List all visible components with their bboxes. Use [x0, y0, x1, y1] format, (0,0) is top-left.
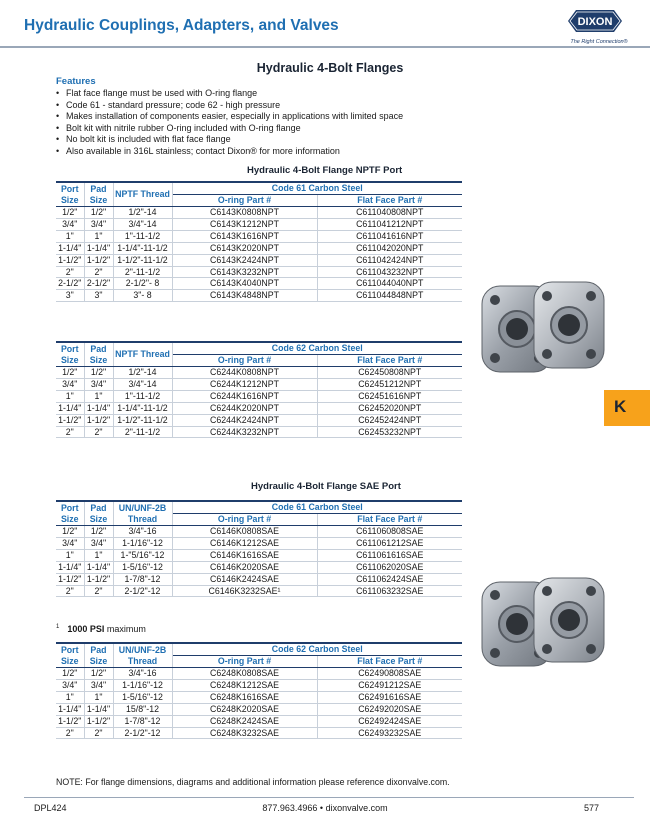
- table-cell: C6248K1616SAE: [172, 691, 317, 703]
- table-cell: C6143K4040NPT: [172, 278, 317, 290]
- table-cell: 1": [84, 390, 113, 402]
- table-cell: C62452424NPT: [317, 414, 462, 426]
- table-row: [56, 230, 462, 242]
- table-cell: C611040808NPT: [317, 207, 462, 219]
- table-row: [56, 278, 462, 290]
- table-cell: 1": [56, 691, 84, 703]
- table-row: [56, 378, 462, 390]
- column-header: NPTF Thread: [113, 182, 172, 207]
- table-cell: 3/4": [84, 218, 113, 230]
- table-cell: 1/2": [84, 526, 113, 538]
- footer-doc-code: DPL424: [34, 803, 67, 813]
- section-title-npt: Hydraulic 4-Bolt Flange NPTF Port: [247, 165, 403, 176]
- table-cell: 2-1/2": [84, 278, 113, 290]
- flange-photo-npt: [468, 278, 618, 378]
- feature-item: • Bolt kit with nitrile rubber O-ring included with O-ring flange: [56, 123, 456, 135]
- table-cell: C6143K2424NPT: [172, 254, 317, 266]
- table-cell: C62493232SAE: [317, 727, 462, 739]
- table-cell: 3/4": [84, 378, 113, 390]
- column-header: O-ring Part #: [172, 514, 317, 526]
- table-row: [56, 526, 462, 538]
- page-header: [0, 0, 650, 48]
- table-cell: 3": [84, 290, 113, 302]
- table-row: [56, 549, 462, 561]
- column-header: Pad Size: [84, 182, 113, 207]
- table-cell: C611044848NPT: [317, 290, 462, 302]
- table-cell: 1/2": [56, 526, 84, 538]
- column-header: Pad Size: [84, 643, 113, 668]
- table-cell: 1-1/2"-11-1/2: [113, 414, 172, 426]
- table-cell: 1/2": [84, 207, 113, 219]
- table-cell: 2": [84, 727, 113, 739]
- table-cell: C6146K1616SAE: [172, 549, 317, 561]
- table-cell: C62491616SAE: [317, 691, 462, 703]
- table-cell: C6244K1212NPT: [172, 378, 317, 390]
- code62-npt-table: [56, 341, 462, 438]
- table-cell: 3/4"-14: [113, 378, 172, 390]
- header-title: Hydraulic Couplings, Adapters, and Valves: [24, 17, 339, 34]
- table-cell: C611062424SAE: [317, 573, 462, 585]
- table-cell: C6146K2424SAE: [172, 573, 317, 585]
- table-cell: C62452020NPT: [317, 402, 462, 414]
- table-row: [56, 266, 462, 278]
- table-cell: 1-1/4": [56, 703, 84, 715]
- header-rule: [0, 46, 650, 48]
- table-cell: C6244K2020NPT: [172, 402, 317, 414]
- table-row: [56, 727, 462, 739]
- table-cell: C6146K3232SAE¹: [172, 585, 317, 597]
- table-cell: 1"-11-1/2: [113, 390, 172, 402]
- table-cell: C6143K2020NPT: [172, 242, 317, 254]
- table-cell: 3/4": [56, 218, 84, 230]
- table-cell: C62453232NPT: [317, 426, 462, 438]
- feature-item: • Also available in 316L stainless; contact Dixon® for more information: [56, 146, 456, 158]
- group-header: Code 62 Carbon Steel: [172, 643, 462, 656]
- table-cell: 1-1/2": [84, 254, 113, 266]
- table-cell: C6143K4848NPT: [172, 290, 317, 302]
- table-cell: 1/2": [56, 207, 84, 219]
- table-cell: 1-7/8"-12: [113, 573, 172, 585]
- table-cell: 3/4": [84, 679, 113, 691]
- table-cell: 1-1/4"-11-1/2: [113, 402, 172, 414]
- table-cell: 2"-11-1/2: [113, 426, 172, 438]
- feature-item: • No bolt kit is included with flat face flange: [56, 134, 456, 146]
- table-cell: 2": [84, 266, 113, 278]
- table-cell: 3/4"-16: [113, 526, 172, 538]
- column-header: NPTF Thread: [113, 342, 172, 367]
- group-header: Code 61 Carbon Steel: [172, 501, 462, 514]
- column-header: UN/UNF-2B Thread: [113, 501, 172, 526]
- table-row: [56, 691, 462, 703]
- table-row: [56, 585, 462, 597]
- feature-item: • Makes installation of components easier, especially in applications with limited space: [56, 111, 456, 123]
- footnote-text: maximum: [106, 624, 146, 634]
- table-cell: C6244K3232NPT: [172, 426, 317, 438]
- column-header: Pad Size: [84, 501, 113, 526]
- table-row: [56, 390, 462, 402]
- table-cell: C62451616NPT: [317, 390, 462, 402]
- table-cell: C611041616NPT: [317, 230, 462, 242]
- table-cell: C6143K3232NPT: [172, 266, 317, 278]
- column-header: Flat Face Part #: [317, 514, 462, 526]
- table-cell: 2-1/2": [56, 278, 84, 290]
- table-row: [56, 561, 462, 573]
- table-row: [56, 573, 462, 585]
- column-header: Port Size: [56, 501, 84, 526]
- feature-item: • Flat face flange must be used with O-ring flange: [56, 88, 456, 100]
- table-cell: C62490808SAE: [317, 668, 462, 680]
- group-header: Code 62 Carbon Steel: [172, 342, 462, 355]
- table-cell: 2-1/2"-12: [113, 585, 172, 597]
- table-cell: 1-1/4"-11-1/2: [113, 242, 172, 254]
- table-cell: 2-1/2"-12: [113, 727, 172, 739]
- code61-sae-table: [56, 500, 462, 597]
- table-row: [56, 290, 462, 302]
- table-cell: 1/2"-14: [113, 367, 172, 379]
- table-cell: C611041212NPT: [317, 218, 462, 230]
- table-cell: C62492020SAE: [317, 703, 462, 715]
- logo-tagline: The Right Connection®: [570, 39, 628, 45]
- table-cell: 2-1/2"- 8: [113, 278, 172, 290]
- column-header: Port Size: [56, 342, 84, 367]
- table-cell: 1-"5/16"-12: [113, 549, 172, 561]
- table-row: [56, 218, 462, 230]
- table-cell: C6244K2424NPT: [172, 414, 317, 426]
- table-cell: 1-1/4": [84, 561, 113, 573]
- table-row: [56, 414, 462, 426]
- table-cell: 2": [56, 426, 84, 438]
- features-heading: Features: [56, 76, 96, 87]
- table-row: [56, 242, 462, 254]
- table-cell: C611062020SAE: [317, 561, 462, 573]
- table-cell: 1-1/4": [84, 242, 113, 254]
- table-cell: C6248K2020SAE: [172, 703, 317, 715]
- table-cell: C6146K2020SAE: [172, 561, 317, 573]
- table-cell: 1/2": [56, 668, 84, 680]
- table-cell: C611042020NPT: [317, 242, 462, 254]
- table-cell: 1-1/2": [84, 715, 113, 727]
- section-tab: [604, 390, 650, 426]
- table-row: [56, 537, 462, 549]
- footer-page-number: 577: [584, 803, 600, 813]
- table-row: [56, 402, 462, 414]
- header-row: [56, 342, 462, 355]
- table-cell: 3"- 8: [113, 290, 172, 302]
- table-cell: 2"-11-1/2: [113, 266, 172, 278]
- group-header: Code 61 Carbon Steel: [172, 182, 462, 195]
- table-cell: C6143K1212NPT: [172, 218, 317, 230]
- footer-rule: [24, 797, 634, 798]
- header-row: [56, 643, 462, 656]
- table-cell: C611061616SAE: [317, 549, 462, 561]
- table-cell: C62451212NPT: [317, 378, 462, 390]
- table-cell: C6146K1212SAE: [172, 537, 317, 549]
- table-cell: 1-5/16"-12: [113, 561, 172, 573]
- table-row: [56, 703, 462, 715]
- table-cell: C611061212SAE: [317, 537, 462, 549]
- footer-contact: 877.963.4966 • dixonvalve.com: [262, 803, 388, 813]
- table-cell: C6248K2424SAE: [172, 715, 317, 727]
- table-cell: 3/4"-14: [113, 218, 172, 230]
- table-cell: C6143K0808NPT: [172, 207, 317, 219]
- table-cell: C611043232NPT: [317, 266, 462, 278]
- table-cell: C6248K0808SAE: [172, 668, 317, 680]
- code61-npt-table: [56, 181, 462, 302]
- table-cell: 1-1/2": [56, 715, 84, 727]
- table-cell: 2": [84, 426, 113, 438]
- section-tab-letter: K: [614, 397, 627, 416]
- table-cell: 3/4": [84, 537, 113, 549]
- table-cell: 1-5/16"-12: [113, 691, 172, 703]
- header-row: [56, 182, 462, 195]
- table-cell: 15/8"-12: [113, 703, 172, 715]
- table-cell: 1-1/16"-12: [113, 537, 172, 549]
- table-cell: 3/4": [56, 537, 84, 549]
- table-cell: 1"-11-1/2: [113, 230, 172, 242]
- column-header: UN/UNF-2B Thread: [113, 643, 172, 668]
- code62-sae-table: [56, 642, 462, 739]
- table-cell: 1-1/2": [56, 414, 84, 426]
- table-cell: 1-1/4": [56, 561, 84, 573]
- footnote-mark: 1: [56, 624, 60, 630]
- page-title: Hydraulic 4-Bolt Flanges: [256, 61, 404, 75]
- logo-text: DIXON: [577, 16, 613, 28]
- table-cell: 1": [84, 230, 113, 242]
- table-cell: 1-1/4": [56, 402, 84, 414]
- header-row: [56, 501, 462, 514]
- column-header: Port Size: [56, 182, 84, 207]
- column-header: Flat Face Part #: [317, 195, 462, 207]
- table-cell: C6248K3232SAE: [172, 727, 317, 739]
- table-cell: 2": [84, 585, 113, 597]
- table-cell: 1": [84, 691, 113, 703]
- table-cell: C611042424NPT: [317, 254, 462, 266]
- table-cell: 1-7/8"-12: [113, 715, 172, 727]
- table-cell: 3/4"-16: [113, 668, 172, 680]
- table-row: [56, 207, 462, 219]
- footnote: [56, 624, 146, 634]
- table-cell: 1-1/16"-12: [113, 679, 172, 691]
- table-cell: 2": [56, 585, 84, 597]
- table-cell: C611044040NPT: [317, 278, 462, 290]
- column-header: O-ring Part #: [172, 195, 317, 207]
- table-cell: 1-1/2": [56, 254, 84, 266]
- table-cell: 2": [56, 266, 84, 278]
- column-header: Pad Size: [84, 342, 113, 367]
- table-cell: 3/4": [56, 378, 84, 390]
- table-cell: C6244K0808NPT: [172, 367, 317, 379]
- table-cell: 1/2": [84, 367, 113, 379]
- table-cell: 1/2"-14: [113, 207, 172, 219]
- table-cell: C611063232SAE: [317, 585, 462, 597]
- column-header: Port Size: [56, 643, 84, 668]
- table-cell: 1": [56, 549, 84, 561]
- table-row: [56, 668, 462, 680]
- table-cell: C6143K1616NPT: [172, 230, 317, 242]
- table-row: [56, 367, 462, 379]
- footnote-bold: 1000 PSI: [67, 624, 105, 634]
- table-cell: C62491212SAE: [317, 679, 462, 691]
- section-title-sae: Hydraulic 4-Bolt Flange SAE Port: [251, 481, 401, 492]
- flange-photo-sae: [470, 574, 620, 670]
- table-cell: 1/2": [84, 668, 113, 680]
- table-cell: 1/2": [56, 367, 84, 379]
- column-header: Flat Face Part #: [317, 656, 462, 668]
- feature-item: • Code 61 - standard pressure; code 62 - high pressure: [56, 100, 456, 112]
- column-header: Flat Face Part #: [317, 355, 462, 367]
- table-cell: 1-1/4": [84, 402, 113, 414]
- table-cell: C62450808NPT: [317, 367, 462, 379]
- feature-list: [56, 88, 456, 158]
- column-header: O-ring Part #: [172, 355, 317, 367]
- table-cell: 1": [56, 230, 84, 242]
- features-block: [56, 76, 456, 158]
- table-row: [56, 426, 462, 438]
- table-cell: 1-1/2": [56, 573, 84, 585]
- table-cell: C6244K1616NPT: [172, 390, 317, 402]
- table-cell: 2": [56, 727, 84, 739]
- table-cell: 3": [56, 290, 84, 302]
- table-cell: C611060808SAE: [317, 526, 462, 538]
- dixon-logo: [562, 6, 628, 36]
- table-row: [56, 715, 462, 727]
- table-cell: 1-1/2": [84, 414, 113, 426]
- table-cell: C6146K0808SAE: [172, 526, 317, 538]
- table-cell: C62492424SAE: [317, 715, 462, 727]
- table-cell: 1-1/4": [84, 703, 113, 715]
- table-cell: 3/4": [56, 679, 84, 691]
- table-cell: 1": [56, 390, 84, 402]
- table-cell: 1": [84, 549, 113, 561]
- table-cell: 1-1/4": [56, 242, 84, 254]
- table-cell: 1-1/2"-11-1/2: [113, 254, 172, 266]
- table-cell: C6248K1212SAE: [172, 679, 317, 691]
- reference-note: NOTE: For flange dimensions, diagrams and additional information please reference dixonvalve.com.: [56, 777, 450, 787]
- table-row: [56, 679, 462, 691]
- column-header: O-ring Part #: [172, 656, 317, 668]
- table-row: [56, 254, 462, 266]
- table-cell: 1-1/2": [84, 573, 113, 585]
